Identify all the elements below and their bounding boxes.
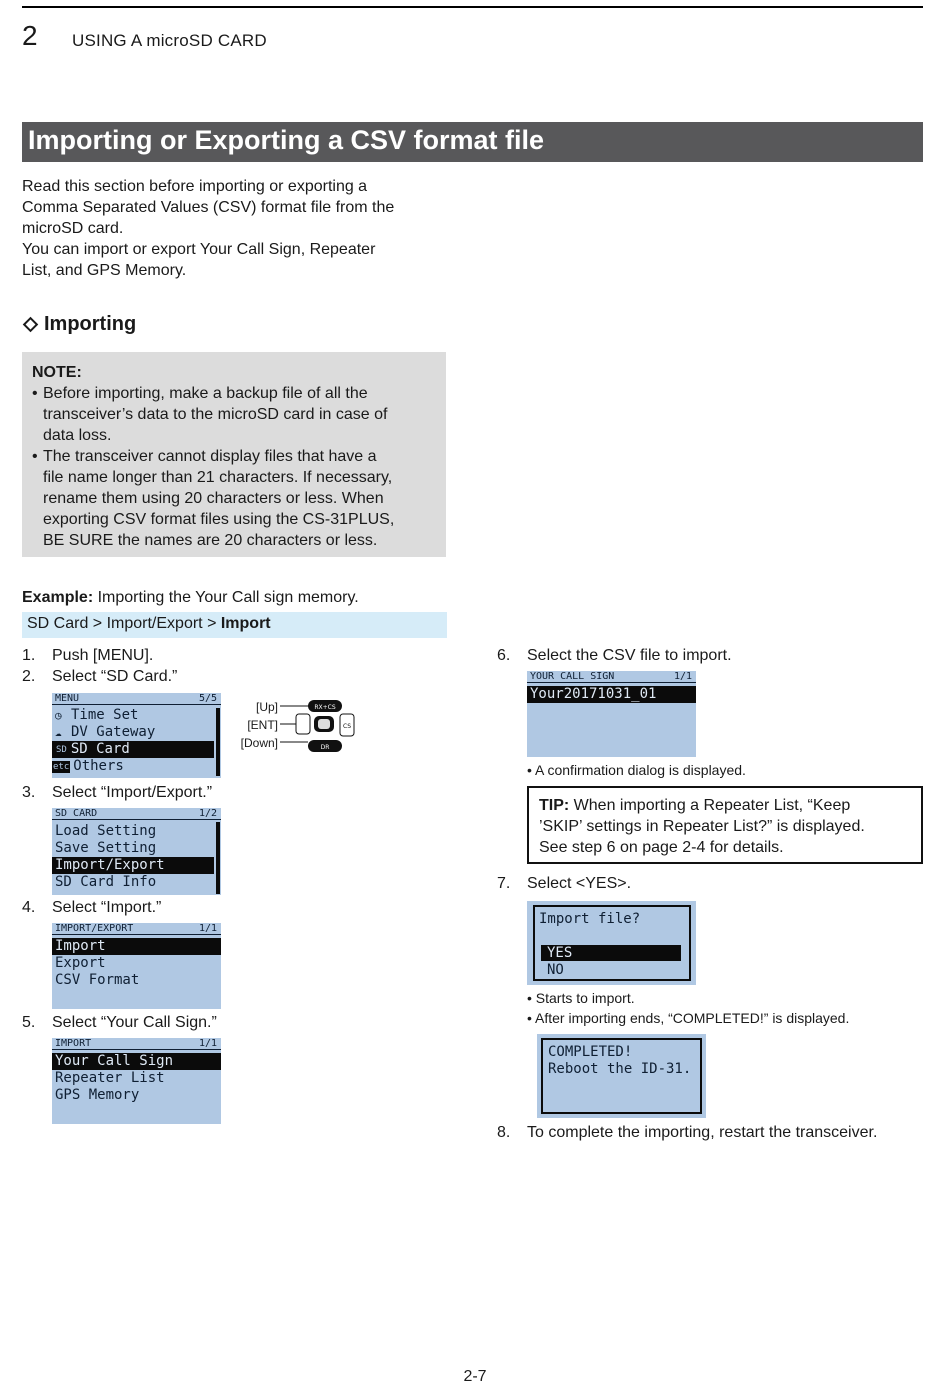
- note-box: [22, 352, 446, 557]
- step-text: Select “Import.”: [52, 899, 162, 916]
- step-7: [497, 875, 631, 893]
- confirm-dialog: [533, 905, 691, 981]
- step-number: 3.: [22, 784, 36, 801]
- lcd-row-text: Time Set: [71, 707, 139, 723]
- lcd-row: Repeater List: [55, 1070, 165, 1086]
- step-6: [497, 647, 732, 665]
- lcd-importexport-screen: [52, 923, 221, 1009]
- lcd-completed-screen: [537, 1034, 706, 1118]
- clock-icon: ◷: [55, 709, 62, 722]
- lcd-page: 1/1: [198, 923, 217, 934]
- note-confirm-dialog: • A confirmation dialog is displayed.: [527, 762, 746, 778]
- lcd-scrollbar: [216, 822, 220, 894]
- lcd-row: SD Card Info: [55, 874, 157, 890]
- importing-heading: [22, 313, 136, 336]
- lcd-title: IMPORT/EXPORT: [55, 923, 134, 934]
- step-8: [497, 1124, 877, 1142]
- lcd-confirm-screen: [527, 901, 696, 985]
- step-text: Select <YES>.: [527, 875, 632, 892]
- confirm-no-option: NO: [547, 962, 564, 978]
- lcd-row-text: Others: [73, 758, 124, 774]
- key-label-down: [Down]: [240, 736, 278, 750]
- lcd-page: 1/2: [198, 808, 217, 819]
- chapter-number: 2: [22, 20, 38, 51]
- step-number: 7.: [497, 875, 511, 892]
- step-number: 6.: [497, 647, 511, 664]
- lcd-row-text: SD Card: [70, 741, 130, 757]
- example-text: Importing the Your Call sign memory.: [93, 589, 359, 606]
- note-line: BE SURE the names are 20 characters or less.: [43, 532, 378, 549]
- lcd-row: Export: [55, 955, 106, 971]
- key-label-up: [Up]: [255, 700, 278, 714]
- lcd-row-selected: Your Call Sign: [52, 1053, 221, 1070]
- step-number: 5.: [22, 1014, 36, 1031]
- lcd-yourcall-screen: [527, 671, 696, 757]
- header-rule: [22, 6, 923, 8]
- lcd-page: 5/5: [198, 693, 217, 704]
- lcd-header: [52, 1038, 221, 1050]
- example-line: [22, 589, 359, 607]
- note-line: rename them using 20 characters or less. When: [43, 490, 384, 507]
- tip-line: [539, 795, 911, 816]
- note-line: file name longer than 21 characters. If necessary,: [43, 469, 393, 486]
- intro-line: Comma Separated Values (CSV) format file from the: [22, 199, 395, 216]
- step-text: Select “SD Card.”: [52, 668, 178, 685]
- cloud-icon: ☁: [55, 726, 62, 739]
- note-line: • The transceiver cannot display files that have a: [43, 448, 377, 465]
- lcd-scrollbar: [216, 708, 220, 776]
- menu-path-final: Import: [220, 615, 271, 632]
- lcd-row: [52, 707, 214, 724]
- tip-text: When importing a Repeater List, “Keep: [569, 797, 851, 814]
- step-text: To complete the importing, restart the transceiver.: [527, 1124, 878, 1141]
- step-number: 1.: [22, 647, 36, 664]
- note-line: exporting CSV format files using the CS-31PLUS,: [43, 511, 395, 528]
- note-after: • After importing ends, “COMPLETED!” is displayed.: [527, 1010, 850, 1026]
- step-number: 8.: [497, 1124, 511, 1141]
- lcd-header: [52, 808, 221, 820]
- chapter-title: USING A microSD CARD: [72, 31, 267, 50]
- bullet-text: After importing ends, “COMPLETED!” is displayed.: [535, 1010, 850, 1026]
- step-number: 2.: [22, 668, 36, 685]
- intro-line: You can import or export Your Call Sign, Repeater: [22, 241, 376, 258]
- section-title: Importing or Exporting a CSV format file: [22, 122, 923, 162]
- intro-line: Read this section before importing or exporting a: [22, 178, 368, 195]
- keypad-icon: [278, 696, 360, 756]
- example-label: Example:: [22, 589, 94, 606]
- note-item: [32, 446, 436, 551]
- bullet-text: Starts to import.: [535, 990, 635, 1006]
- note-line: transceiver’s data to the microSD card in case of: [43, 406, 388, 423]
- lcd-title: IMPORT: [55, 1038, 92, 1049]
- page-number: 2-7: [463, 1368, 487, 1385]
- key-labels: [236, 698, 278, 752]
- lcd-row-selected: Import: [52, 938, 221, 955]
- confirm-question: Import file?: [539, 911, 641, 927]
- key-rx-label: RX+CS: [314, 704, 336, 711]
- key-dr-label: DR: [320, 744, 330, 751]
- lcd-row: GPS Memory: [55, 1087, 140, 1103]
- lcd-header: [527, 671, 696, 683]
- lcd-row: Save Setting: [55, 840, 157, 856]
- lcd-title: YOUR CALL SIGN: [530, 671, 615, 682]
- note-item: [32, 383, 436, 446]
- bullet-text: A confirmation dialog is displayed.: [535, 762, 746, 778]
- tip-label: TIP:: [539, 797, 570, 814]
- lcd-row: CSV Format: [55, 972, 140, 988]
- lcd-page: 1/1: [673, 671, 692, 682]
- step-text: Select “Import/Export.”: [52, 784, 213, 801]
- completed-dialog: [541, 1038, 702, 1114]
- etc-icon: etc: [53, 762, 70, 772]
- lcd-header: [52, 693, 221, 705]
- note-line: • Before importing, make a backup file of all the: [43, 385, 368, 402]
- note-line: data loss.: [43, 427, 112, 444]
- step-text: Push [MENU].: [52, 647, 154, 664]
- step-4: [22, 899, 161, 917]
- lcd-import-screen: [52, 1038, 221, 1124]
- lcd-row-selected: Import/Export: [52, 857, 214, 874]
- completed-line: Reboot the ID-31.: [548, 1061, 692, 1077]
- tip-box: [527, 786, 923, 864]
- lcd-row-text: DV Gateway: [71, 724, 156, 740]
- lcd-menu-screen: [52, 693, 221, 778]
- note-title: NOTE:: [32, 364, 82, 381]
- intro-paragraph: [22, 176, 452, 281]
- step-1: [22, 647, 153, 665]
- confirm-yes-option: YES: [541, 945, 681, 961]
- step-text: Select the CSV file to import.: [527, 647, 732, 664]
- tip-line: See step 6 on page 2-4 for details.: [539, 839, 784, 856]
- importing-heading-text: Importing: [44, 313, 137, 335]
- lcd-row-selected: [52, 741, 214, 758]
- step-3: [22, 784, 212, 802]
- step-text: Select “Your Call Sign.”: [52, 1014, 217, 1031]
- sd-icon: SD: [56, 745, 67, 755]
- intro-line: microSD card.: [22, 220, 124, 237]
- lcd-sdcard-screen: [52, 808, 221, 895]
- key-cs-label: CS: [343, 723, 351, 730]
- lcd-header: [52, 923, 221, 935]
- lcd-title: MENU: [55, 693, 80, 704]
- diamond-icon: [23, 317, 39, 333]
- step-2: [22, 668, 177, 686]
- lcd-title: SD CARD: [55, 808, 98, 819]
- intro-line: List, and GPS Memory.: [22, 262, 187, 279]
- lcd-row: Load Setting: [55, 823, 157, 839]
- menu-path: [22, 612, 447, 638]
- step-5: [22, 1014, 217, 1032]
- key-label-ent: [ENT]: [247, 718, 278, 732]
- lcd-row-selected: Your20171031_01: [527, 686, 696, 703]
- step-number: 4.: [22, 899, 36, 916]
- completed-line: COMPLETED!: [548, 1044, 633, 1060]
- tip-line: ’SKIP’ settings in Repeater List?” is displayed.: [539, 818, 865, 835]
- lcd-row: [52, 724, 214, 741]
- lcd-page: 1/1: [198, 1038, 217, 1049]
- note-starts: • Starts to import.: [527, 990, 635, 1006]
- lcd-row: [52, 758, 214, 775]
- menu-path-prefix: SD Card > Import/Export >: [27, 615, 221, 632]
